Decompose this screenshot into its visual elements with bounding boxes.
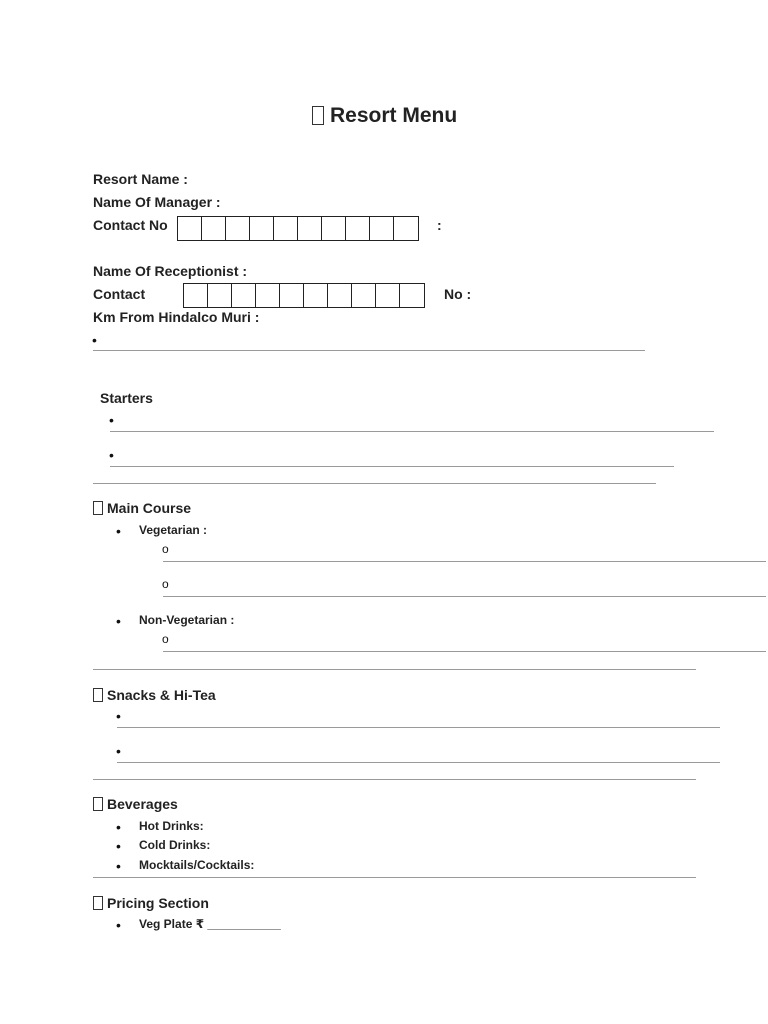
bullet-marker: • xyxy=(116,819,121,835)
non-vegetarian-label: Non-Vegetarian : xyxy=(139,613,235,627)
fill-line[interactable] xyxy=(117,762,720,763)
digit-box[interactable] xyxy=(376,284,400,307)
bullet-marker: • xyxy=(116,838,121,854)
veg-plate-price-label: Veg Plate ₹ ___________ xyxy=(139,917,281,931)
mocktails-label: Mocktails/Cocktails: xyxy=(139,858,255,872)
bullet-marker: • xyxy=(109,412,114,428)
digit-box[interactable] xyxy=(184,284,208,307)
beverages-heading-text: Beverages xyxy=(107,796,178,812)
divider-line xyxy=(93,669,696,670)
bullet-marker: • xyxy=(116,708,121,724)
page-title xyxy=(312,104,457,128)
digit-box[interactable] xyxy=(400,284,424,307)
pricing-heading xyxy=(93,895,209,911)
digit-box[interactable] xyxy=(394,217,418,240)
fill-line[interactable] xyxy=(117,727,720,728)
resort-name-label: Resort Name : xyxy=(93,171,188,187)
pricing-heading-text: Pricing Section xyxy=(107,895,209,911)
missing-glyph-icon xyxy=(93,688,103,702)
bullet-marker: • xyxy=(92,332,97,348)
receptionist-contact-boxes[interactable] xyxy=(183,283,425,308)
divider-line xyxy=(93,779,696,780)
digit-box[interactable] xyxy=(250,217,274,240)
digit-box[interactable] xyxy=(322,217,346,240)
sub-bullet-marker: o xyxy=(162,632,169,646)
fill-line[interactable] xyxy=(110,466,674,467)
bullet-marker: • xyxy=(109,447,114,463)
bullet-marker: • xyxy=(116,917,121,933)
contact-no-label: Contact No xyxy=(93,217,168,233)
vegetarian-label: Vegetarian : xyxy=(139,523,208,537)
divider-line xyxy=(93,350,645,351)
missing-glyph-icon xyxy=(93,797,103,811)
hot-drinks-label: Hot Drinks: xyxy=(139,819,204,833)
manager-name-label: Name Of Manager : xyxy=(93,194,221,210)
fill-line[interactable] xyxy=(163,596,766,597)
digit-box[interactable] xyxy=(208,284,232,307)
receptionist-contact-label: Contact xyxy=(93,286,146,302)
beverages-heading xyxy=(93,796,178,812)
digit-box[interactable] xyxy=(256,284,280,307)
digit-box[interactable] xyxy=(274,217,298,240)
cold-drinks-label: Cold Drinks: xyxy=(139,838,211,852)
digit-box[interactable] xyxy=(226,217,250,240)
divider-line xyxy=(93,877,696,878)
digit-box[interactable] xyxy=(352,284,376,307)
main-course-heading-text: Main Course xyxy=(107,500,192,516)
main-course-heading xyxy=(93,500,191,516)
digit-box[interactable] xyxy=(298,217,322,240)
manager-contact-boxes[interactable] xyxy=(177,216,419,241)
snacks-heading xyxy=(93,687,216,703)
sub-bullet-marker: o xyxy=(162,577,169,591)
digit-box[interactable] xyxy=(370,217,394,240)
missing-glyph-icon xyxy=(93,896,103,910)
bullet-marker: • xyxy=(116,613,121,629)
km-from-label: Km From Hindalco Muri : xyxy=(93,309,260,325)
divider-line xyxy=(93,483,656,484)
receptionist-name-label: Name Of Receptionist : xyxy=(93,263,248,279)
starters-heading: Starters xyxy=(100,390,153,406)
bullet-marker: • xyxy=(116,523,121,539)
snacks-heading-text: Snacks & Hi-Tea xyxy=(107,687,216,703)
digit-box[interactable] xyxy=(280,284,304,307)
contact-no-colon: : xyxy=(437,217,442,233)
digit-box[interactable] xyxy=(328,284,352,307)
digit-box[interactable] xyxy=(346,217,370,240)
digit-box[interactable] xyxy=(202,217,226,240)
sub-bullet-marker: o xyxy=(162,542,169,556)
receptionist-contact-suffix: No : xyxy=(444,286,472,302)
fill-line[interactable] xyxy=(163,651,766,652)
digit-box[interactable] xyxy=(232,284,256,307)
fill-line[interactable] xyxy=(163,561,766,562)
missing-glyph-icon xyxy=(93,501,103,515)
page-title-text: Resort Menu xyxy=(330,104,458,127)
missing-glyph-icon xyxy=(312,106,324,125)
fill-line[interactable] xyxy=(110,431,714,432)
bullet-marker: • xyxy=(116,743,121,759)
digit-box[interactable] xyxy=(178,217,202,240)
bullet-marker: • xyxy=(116,858,121,874)
digit-box[interactable] xyxy=(304,284,328,307)
